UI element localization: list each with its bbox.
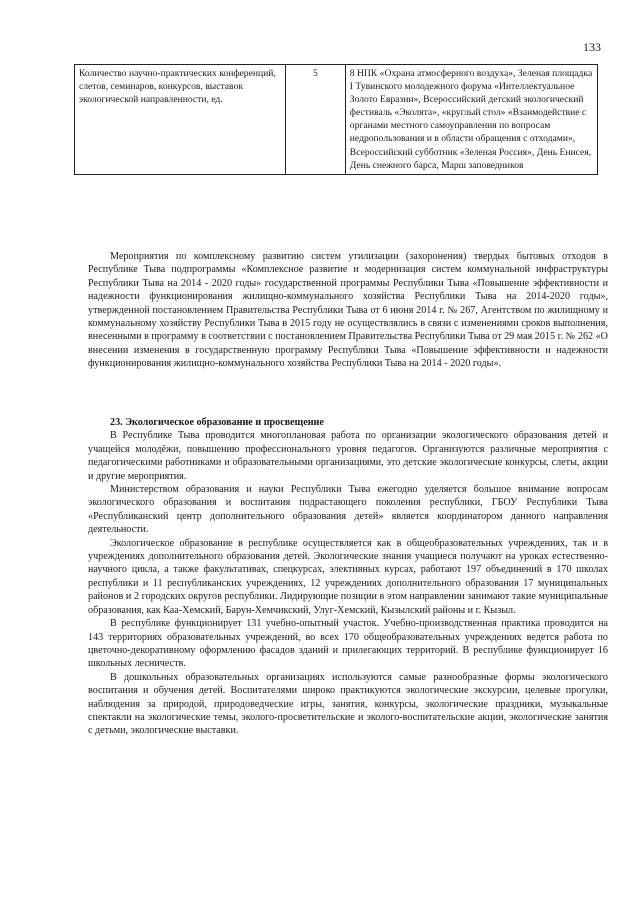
intro-block: [88, 250, 608, 371]
intro-paragraph: Мероприятия по комплексному развитию систем утилизации (захоронения) твердых бытовых отходов в Республике Тыва подпрограммы «Комплексное развитие и модернизация систем коммунальной инфраструктуры Республики Тыва на 2014 - 2020 годы» государственной программы Республики Тыва «Повышение эффективности и надежности функционирования жилищно-коммунального хозяйства Республики Тыва на 2014-2020 годы», утвержденной постановлением Правительства Республики Тыва от 6 июня 2014 г. № 267, Агентством по жилищному и коммунальному хозяйству Республики Тыва в 2015 году не осуществлялись в связи с изменениями сроков выполнения, внесенными в программу в соответствии с постановлением Правительства Республики Тыва от 29 мая 2015 г. № 262 «О внесении изменения в государственную программу Республики Тыва «Повышение эффективности и надежности функционирования жилищно-коммунального хозяйства Республики Тыва на 2014 - 2020 годы».: [88, 251, 608, 370]
indicator-cell: Количество научно-практических конференций, слетов, семинаров, конкурсов, выставок экологической направленности, ед.: [75, 65, 286, 175]
section-paragraph: Экологическое образование в республике осуществляется как в общеобразовательных учреждениях, так и в учреждениях дополнительного образования детей. Экологические знания учащиеся получают на уроках естественно-научного цикла, а также факультативах, спецкурсах, элективных курсах, работают 197 объединений в 170 школах республики и 11 республиканских учреждениях, 12 учреждениях дополнительного образования 17 муниципальных районов и 2 городских округов республики. Лидирующие позиции в этом направлении занимают такие муниципальные образования, как Каа-Хемский, Барун-Хемчикский, Улуг-Хемский, Кызылский районы и г. Кызыл.: [88, 537, 608, 616]
page-number: 133: [583, 40, 601, 54]
section-paragraph: В республике функционирует 131 учебно-опытный участок. Учебно-производственная практика проводится на 143 территориях образовательных учреждений, во всех 170 общеобразовательных учреждениях ведется работа по цветочно-декоративному оформлению фасадов зданий и прилегающих территорий. В республике функционирует 16 школьных лесничеств.: [88, 618, 608, 670]
section-block: [88, 416, 608, 738]
section-heading: 23. Экологическое образование и просвещение: [110, 417, 324, 428]
section-paragraph: В Республике Тыва проводится многоплановая работа по организации экологического образования детей и учащейся молодёжи, повышению профессионального уровня педагогов. Организуются различные мероприятия с педагогическими работниками и образовательными организациями, это детские экологические конкурсы, слеты, акции и другие мероприятия.: [88, 430, 608, 482]
value-cell: 5: [285, 65, 345, 175]
section-paragraph: Министерством образования и науки Республики Тыва ежегодно уделяется большое внимание вопросам экологического образования и воспитания подрастающего поколения республики, ГБОУ Республики Тыва «Республиканский центр дополнительного образования детей» является координатором данного направления деятельности.: [88, 484, 608, 536]
indicator-table: [74, 64, 598, 175]
table-row: [75, 65, 598, 175]
description-cell: 8 НПК «Охрана атмосферного воздуха», Зеленая площадка I Тувинского молодежного форума «Интеллектуальное Золото Евразии», Всероссийский детский экологический фестиваль «Эколята», «круглый стол» «Взаимодействие с органами местного самоуправления по вопросам недропользования и в области обращения с отходами», Всероссийский субботник «Зеленая Россия», День Енисея, День снежного барса, Марш заповедников: [345, 65, 597, 175]
section-paragraph: В дошкольных образовательных организациях используются самые разнообразные формы экологического воспитания и обучения детей. Воспитателями широко практикуются экологические экскурсии, целевые прогулки, наблюдения за природой, природоведческие игры, занятия, конкурсы, экологические праздники, музыкальные спектакли на экологические темы, эколого-просветительские и эколого-воспитательские акции, экологические занятия с детьми, экологические выставки.: [88, 671, 608, 737]
